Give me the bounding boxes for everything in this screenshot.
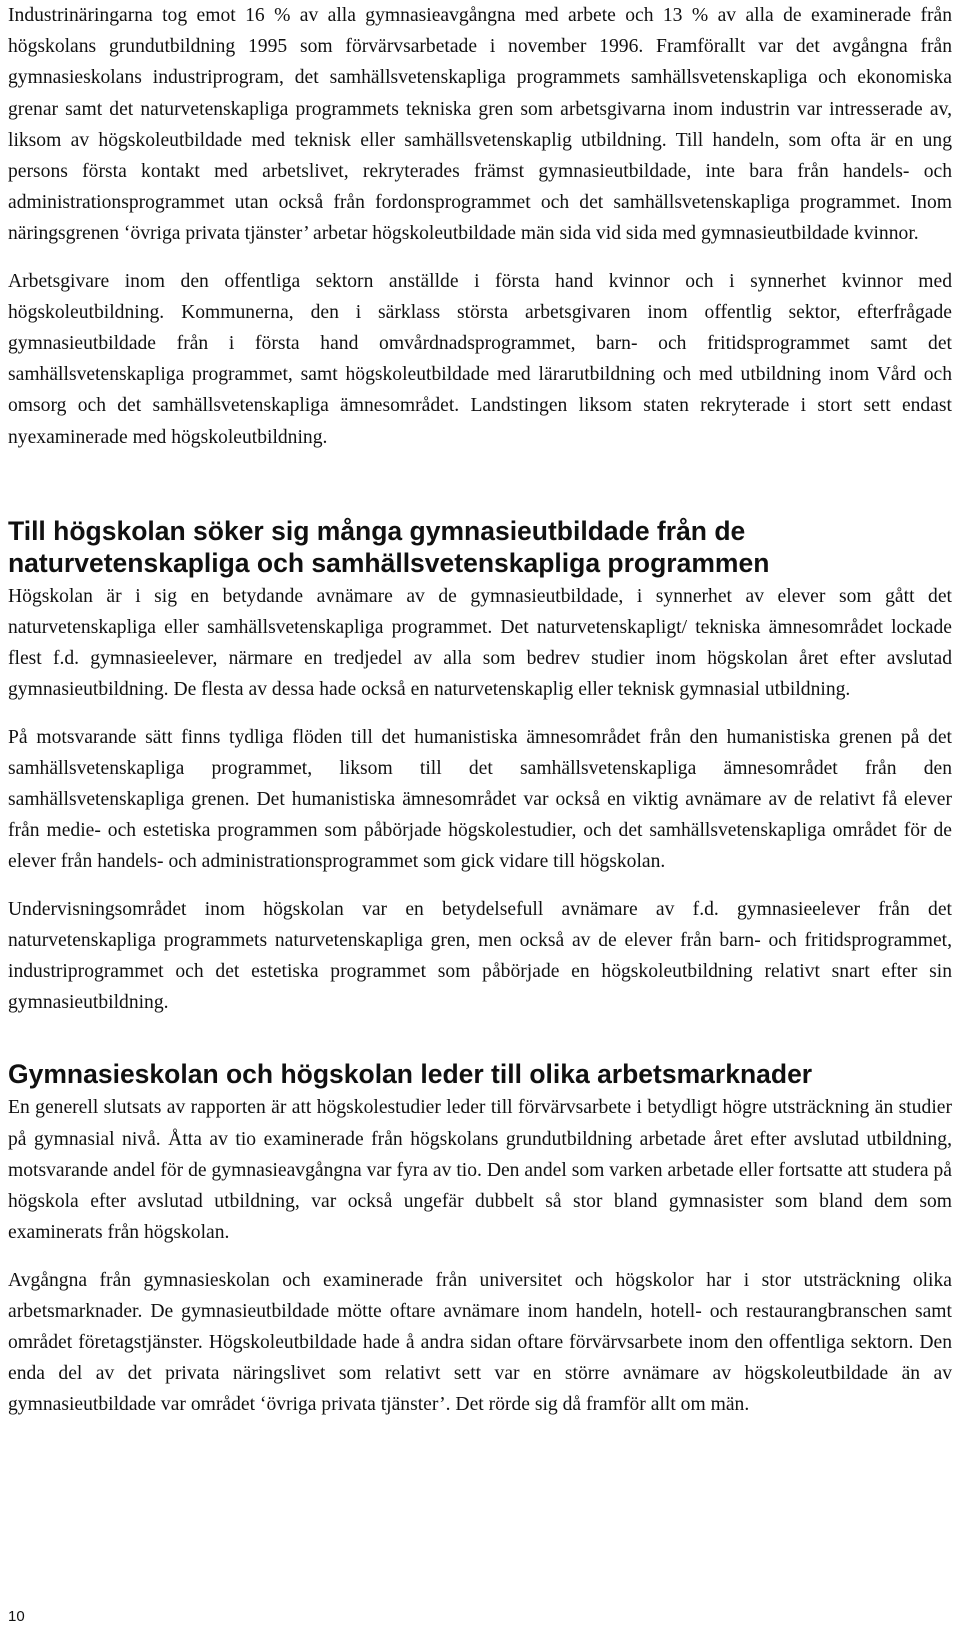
paragraph-teaching-area: Undervisningsområdet inom högskolan var en betydelsefull avnämare av f.d. gymnasieelever från det naturvetenskapliga programmets naturvetenskapliga gren, men också av de elever från barn- och fritidsprogrammet, industriprogrammet och det estetiska programmet som påbörjade en högskoleutbildning relativt snart efter sin gymnasieutbildning.	[8, 898, 952, 1014]
spacer	[8, 469, 952, 515]
paragraph-public-sector: Arbetsgivare inom den offentliga sektorn anställde i första hand kvinnor och i synnerhet kvinnor med högskoleutbildning. Kommunerna, den i särklass största arbetsgivaren inom offentlig sektor, efterfrågade gymnasieutbildade från i första hand omvårdnadsprogrammet, barn- och fritidsprogrammet samt det samhällsvetenskapliga programmet, samt högskoleutbildade med lärarutbildning och med utbildning inom Vård och omsorg och det samhällsvetenskapliga ämnesområdet. Landstingen liksom staten rekryterade i stort sett endast nyexaminerade med högskoleutbildning.	[8, 270, 952, 448]
spacer	[8, 1034, 952, 1058]
paragraph-different-markets: Avgångna från gymnasieskolan och examinerade från universitet och högskolor har i stor utsträckning olika arbetsmarknader. De gymnasieutbildade mötte oftare avnämare inom handeln, hotell- och restaurangbranschen samt området företagstjänster. Högskoleutbildade hade å andra sidan oftare förvärvsarbete inom den offentliga sektorn. Den enda del av det privata näringslivet som relativt sett var en större avnämare av högskoleutbildade än av gymnasieutbildade var området ‘övriga privata tjänster’. Det rörde sig då framför allt om män.	[8, 1269, 952, 1416]
paragraph-higher-education-consumer: Högskolan är i sig en betydande avnämare av de gymnasieutbildade, i synnerhet av elever som gått det naturvetenskapliga eller samhällsvetenskapliga programmet. Det naturvetenskapligt/ tekniska ämnesområdet lockade flest f.d. gymnasieelever, närmare en tredjedel av alla som bedrev studier inom högskolan året efter avslutad gymnasieutbildning. De flesta av dessa hade också en naturvetenskaplig eller teknisk gymnasial utbildning.	[8, 585, 952, 701]
page-number: 10	[8, 1608, 25, 1625]
document-page	[8, 0, 952, 1437]
paragraph-general-conclusion: En generell slutsats av rapporten är att högskolestudier leder till förvärvsarbete i betydligt högre utsträckning än studier på gymnasial nivå. Åtta av tio examinerade från högskolans grundutbildning arbetade året efter avslutad utbildning, motsvarande andel för de gymnasieavgångna var fyra av tio. Den andel som varken arbetade eller fortsatte att studera på högskola efter avslutad utbildning, var också ungefär dubbelt så stor bland gymnasister som bland dem som examinerats från högskolan.	[8, 1097, 952, 1244]
paragraph-humanities-flows: På motsvarande sätt finns tydliga flöden till det humanistiska ämnesområdet från den humanistiska grenen på det samhällsvetenskapliga programmet, liksom till det samhällsvetenskapliga ämnesområdet från den samhällsvetenskapliga grenen. Det humanistiska ämnesområdet var också en viktig avnämare av de relativt få elever från medie- och estetiska programmen som påbörjade högskolestudier, och det samhällsvetenskapliga området för de elever från handels- och administrationsprogrammet som gick vidare till högskolan.	[8, 726, 952, 873]
section-heading-labour-markets: Gymnasieskolan och högskolan leder till olika arbetsmarknader	[8, 1059, 813, 1090]
section-heading-higher-education: Till högskolan söker sig många gymnasieutbildade från de naturvetenskapliga och samhällsvetenskapliga programmen	[8, 515, 770, 578]
paragraph-industry: Industrinäringarna tog emot 16 % av alla gymnasieavgångna med arbete och 13 % av alla de examinerade från högskolans grundutbildning 1995 som förvärvsarbetade i november 1996. Framförallt var det avgångna från gymnasieskolans industriprogram, det samhällsvetenskapliga programmets samhällsvetenskapliga och ekonomiska grenar samt det naturvetenskapliga programmets tekniska gren som arbetsgivarna inom industrin var intresserade av, liksom av högskoleutbildade med teknisk eller samhällsvetenskaplig utbildning. Till handeln, som ofta är en ung persons första kontakt med arbetslivet, rekryterades främst gymnasieutbildade, inte bara från handels- och administrationsprogrammet utan också från fordonsprogrammet och det samhällsvetenskapliga programmet. Inom näringsgrenen ‘övriga privata tjänster’ arbetar högskoleutbildade män sida vid sida med gymnasieutbildade kvinnor.	[8, 5, 952, 245]
